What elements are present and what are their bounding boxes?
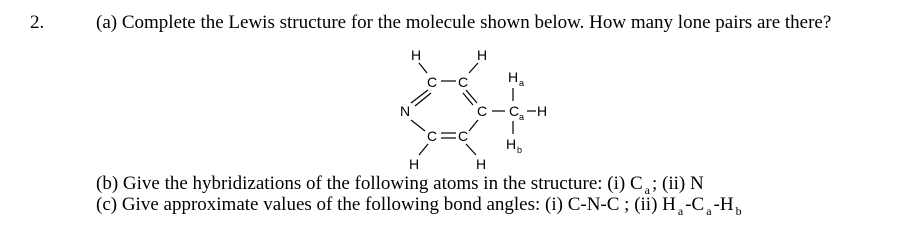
part-c-subscript-a1: a <box>677 204 684 218</box>
bond-c-c-right-b <box>463 93 473 105</box>
atom-ca: C <box>509 103 520 119</box>
part-c-subscript-b: b <box>735 204 742 218</box>
atom-ha: H <box>508 69 519 85</box>
atom-c-top-left: C <box>426 74 438 90</box>
atom-h-bottom-left: H <box>408 156 420 172</box>
atom-ha-subscript: a <box>519 78 525 88</box>
atom-c-top-right: C <box>457 74 469 90</box>
question-part-b <box>96 174 704 195</box>
atom-ca-subscript: a <box>519 112 525 122</box>
atom-h-side: H <box>537 103 548 119</box>
question-part-a: (a) Complete the Lewis structure for the molecule shown below. How many lone pairs are there? <box>96 12 832 33</box>
atom-c-bottom-right: C <box>457 128 469 144</box>
part-b-subscript-a: a <box>644 183 650 197</box>
part-c-text: (c) Give approximate values of the following bond angles: (i) C-N-C ; (ii) H <box>96 194 676 215</box>
question-part-c <box>96 195 744 216</box>
bond-c-to-h-bottom-right <box>466 144 476 155</box>
bond-n-to-c-bottom <box>411 120 425 131</box>
part-b-text: (b) Give the hybridizations of the following atoms in the structure: (i) C <box>96 173 643 194</box>
atom-n: N <box>399 103 411 119</box>
part-b-tail: ; (ii) N <box>652 173 704 194</box>
atom-hb-subscript: b <box>517 145 523 155</box>
atom-hb: H <box>506 136 517 152</box>
bond-h-to-c-top-right <box>469 63 478 73</box>
bond-c-c-right-to-bottom <box>469 120 478 131</box>
bond-c-n-a <box>411 90 428 103</box>
part-c-mid: -C <box>685 194 705 215</box>
bond-c-n-b <box>415 93 431 106</box>
bond-c-to-h-bottom-left <box>419 144 428 155</box>
atom-c-bottom-left: C <box>426 128 438 144</box>
part-c-subscript-a2: a <box>706 204 712 218</box>
bond-c-c-right-a <box>466 90 477 103</box>
atom-h-top-right: H <box>476 47 488 63</box>
part-c-mid2: -H <box>713 194 734 215</box>
bond-h-to-c-top-left <box>419 63 427 73</box>
atom-c-right: C <box>476 103 488 119</box>
question-number: 2. <box>30 12 45 33</box>
atom-h-bottom-right: H <box>475 156 487 172</box>
atom-h-top-left: H <box>410 47 422 63</box>
